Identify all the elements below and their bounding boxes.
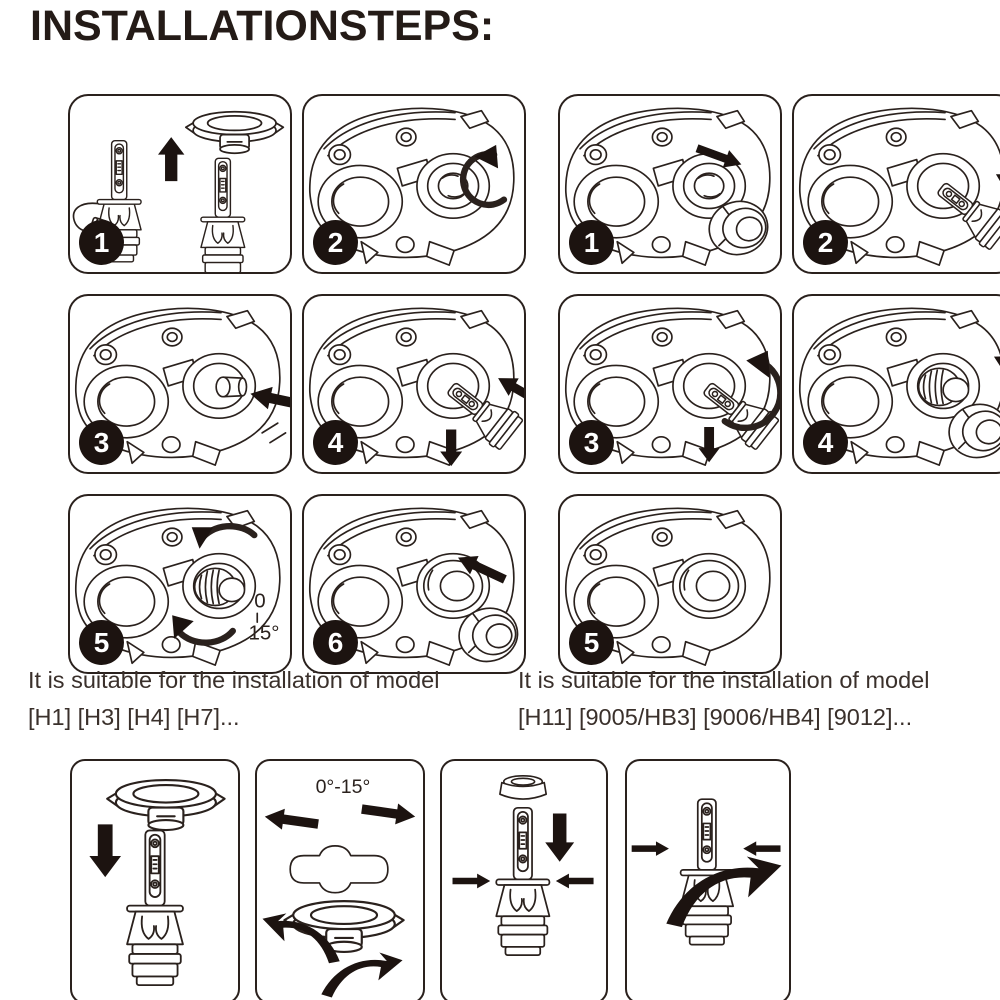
rotate-adapter-illustration (257, 761, 423, 1000)
left-step-3-panel (68, 294, 292, 474)
led-bulb-icon (127, 830, 183, 985)
right-step-5-panel (558, 494, 782, 674)
press-in-arrow-icon (632, 841, 669, 856)
step-number-badge: 4 (313, 420, 358, 465)
left-suitability-line2: [H1] [H3] [H4] [H7]... (28, 704, 240, 730)
right-step-4-panel (792, 294, 1000, 474)
led-bulb-icon (201, 158, 245, 272)
right-suitability-line1: It is suitable for the installation of model (518, 667, 930, 693)
left-step-5-panel (68, 494, 292, 674)
angle-range-label: 0°-15° (315, 776, 371, 799)
up-arrow-icon (158, 137, 184, 181)
right-arrow-icon (360, 799, 416, 827)
bottom-box-press-bulb (440, 759, 608, 1000)
bulb-socket (694, 173, 723, 198)
bottom-box-twist-lock (625, 759, 791, 1000)
right-step-1-panel (558, 94, 782, 274)
step-number-badge: 1 (79, 220, 124, 265)
step-number-badge: 3 (569, 420, 614, 465)
step-number-badge: 5 (569, 620, 614, 665)
insert-bulb-illustration (72, 761, 238, 1000)
right-step-2-panel (792, 94, 1000, 274)
bottom-box-rotate-adapter (255, 759, 425, 1000)
step-number-badge: 3 (79, 420, 124, 465)
bulb-cap-icon (500, 776, 546, 799)
installed-cover (680, 561, 739, 612)
halogen-bulb-stub (216, 377, 246, 397)
step-number-badge: 2 (313, 220, 358, 265)
led-bulb-icon (496, 808, 549, 955)
bottom-box-insert-bulb (70, 759, 240, 1000)
adapter-ring-icon (107, 780, 224, 830)
press-in-arrow-icon (556, 874, 594, 889)
press-in-arrow-icon (453, 874, 491, 889)
left-step-2-panel (302, 94, 526, 274)
left-step-6-panel (302, 494, 526, 674)
left-step-1-panel (68, 94, 292, 274)
right-suitability-line2: [H11] [9005/HB3] [9006/HB4] [9012]... (518, 704, 913, 730)
down-arrow-icon (545, 813, 574, 861)
page-title: INSTALLATIONSTEPS: (30, 2, 495, 50)
adapter-keyway-outline (290, 846, 388, 893)
left-suitability-line1: It is suitable for the installation of model (28, 667, 440, 693)
step-number-badge: 2 (803, 220, 848, 265)
adapter-ring-icon (186, 112, 283, 153)
left-step-4-panel (302, 294, 526, 474)
step-number-badge: 5 (79, 620, 124, 665)
step-number-badge: 4 (803, 420, 848, 465)
down-arrow-icon (89, 824, 121, 877)
motion-lines (262, 423, 285, 443)
left-arrow-icon (263, 806, 319, 834)
angle-zero-label: 0 (254, 589, 266, 613)
press-in-arrow-icon (743, 841, 780, 856)
angle-fifteen-label: 15° (248, 621, 280, 645)
right-suitability-text (518, 662, 929, 736)
right-step-3-panel (558, 294, 782, 474)
step-number-badge: 1 (569, 220, 614, 265)
left-suitability-text (28, 662, 439, 736)
step-number-badge: 6 (313, 620, 358, 665)
twist-lock-illustration (627, 761, 789, 1000)
press-bulb-illustration (442, 761, 606, 1000)
